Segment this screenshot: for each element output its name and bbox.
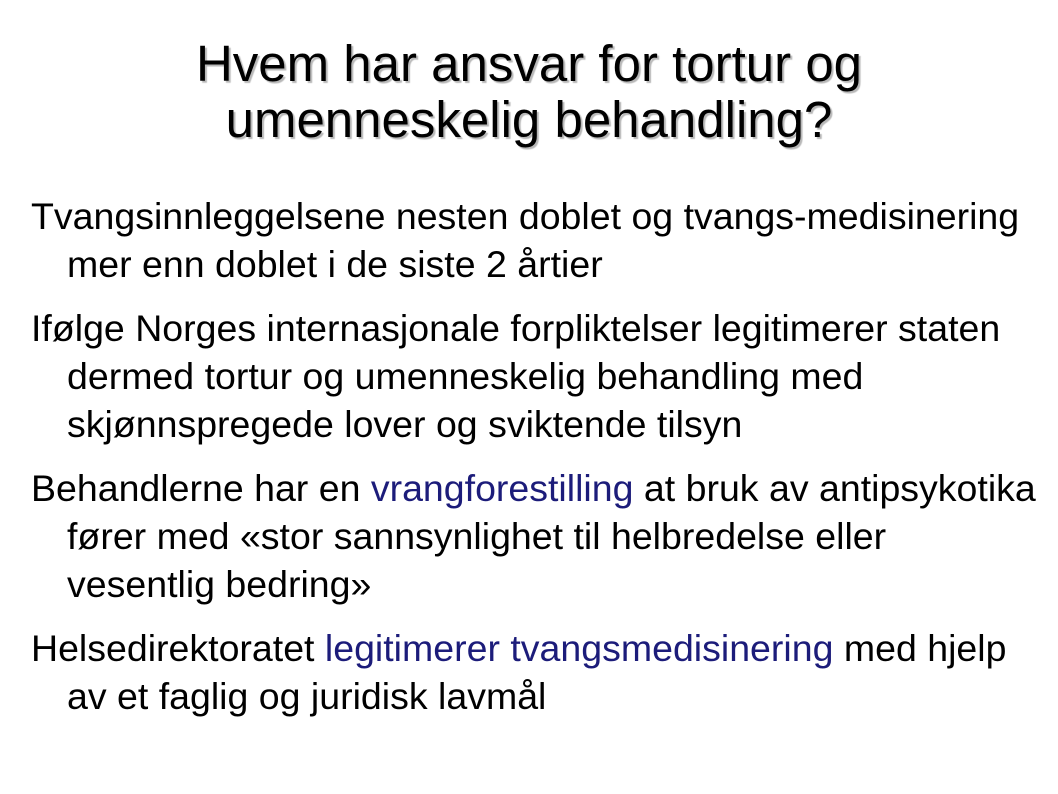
paragraph-antipsychotics-claim [31,464,1041,608]
paragraph-health-directorate [31,624,1041,720]
slide-title [0,36,1058,148]
paragraph-text-after: at bruk av antipsykotika fører med «stor sannsynlighet til helbredelse eller vesentlig bedring» [67,467,1036,605]
slide-body [31,192,1041,736]
paragraph-text-after: med hjelp av et faglig og juridisk lavmål [67,627,1007,717]
paragraph-text-before: Helsedirektoratet [31,627,325,669]
highlighted-term: legitimerer tvangsmedisinering [324,627,834,669]
title-line-2: umenneskelig behandling? [225,91,833,148]
paragraph-text-before: Behandlerne har en [31,467,371,509]
title-line-1: Hvem har ansvar for tortur og [195,35,863,92]
paragraph-international-obligations [31,304,1041,448]
paragraph-text: Ifølge Norges internasjonale forpliktelser legitimerer staten dermed tortur og umenneskelig behandling med skjønnspregede lover og sviktende tilsyn [31,307,1001,445]
highlighted-term: vrangforestilling [370,467,634,509]
paragraph-coercion-statistics [31,192,1041,288]
paragraph-text: Tvangsinnleggelsene nesten doblet og tvangs-medisinering mer enn doblet i de siste 2 årtier [31,195,1020,285]
